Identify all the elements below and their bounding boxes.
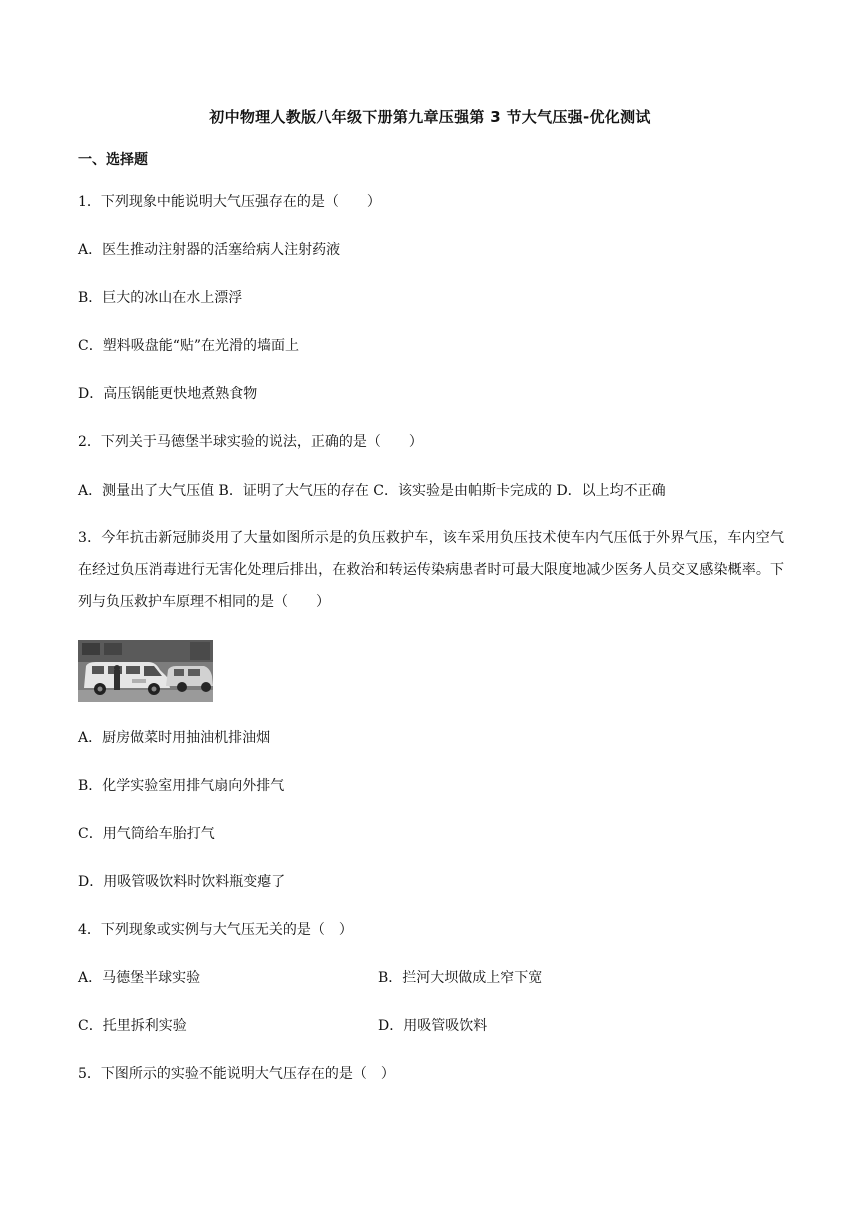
question-3-option-d: D．用吸管吸饮料时饮料瓶变瘪了 (78, 874, 286, 890)
question-1-option-d: D．高压锅能更快地煮熟食物 (78, 386, 258, 402)
question-4-option-b: B．拦河大坝做成上窄下宽 (378, 970, 543, 986)
question-3-option-b: B．化学实验室用排气扇向外排气 (78, 778, 285, 794)
question-3-option-c: C．用气筒给车胎打气 (78, 826, 215, 842)
question-5-stem: 5．下图所示的实验不能说明大气压存在的是（ ） (78, 1066, 395, 1082)
question-2-options: A．测量出了大气压值 B．证明了大气压的存在 C．该实验是由帕斯卡完成的 D．以上均不正确 (78, 483, 666, 499)
question-2-stem: 2．下列关于马德堡半球实验的说法，正确的是（ ） (78, 434, 423, 450)
question-1-stem: 1．下列现象中能说明大气压强存在的是（ ） (78, 194, 381, 210)
question-1-option-a: A．医生推动注射器的活塞给病人注射药液 (78, 242, 341, 258)
question-3-option-a: A．厨房做菜时用抽油机排油烟 (78, 730, 271, 746)
ambulance-photo (78, 640, 213, 702)
page-title: 初中物理人教版八年级下册第九章压强第 3 节大气压强-优化测试 (209, 108, 651, 126)
question-4-option-c: C．托里拆利实验 (78, 1018, 187, 1034)
question-1-option-c: C．塑料吸盘能“贴”在光滑的墙面上 (78, 338, 300, 354)
question-4-stem: 4．下列现象或实例与大气压无关的是（ ） (78, 922, 353, 938)
question-4-option-d: D．用吸管吸饮料 (378, 1018, 488, 1034)
question-4-option-a: A．马德堡半球实验 (78, 970, 201, 986)
question-1-option-b: B．巨大的冰山在水上漂浮 (78, 290, 243, 306)
question-3-stem: 3．今年抗击新冠肺炎用了大量如图所示是的负压救护车，该车采用负压技术使车内气压低于外界气压，车内空气在经过负压消毒进行无害化处理后排出，在救治和转运传染病患者时可最大限度地减少医务人员交叉感染概率。下列与负压救护车原理不相同的是（ ） (78, 530, 784, 610)
section-heading: 一、选择题 (78, 152, 148, 168)
